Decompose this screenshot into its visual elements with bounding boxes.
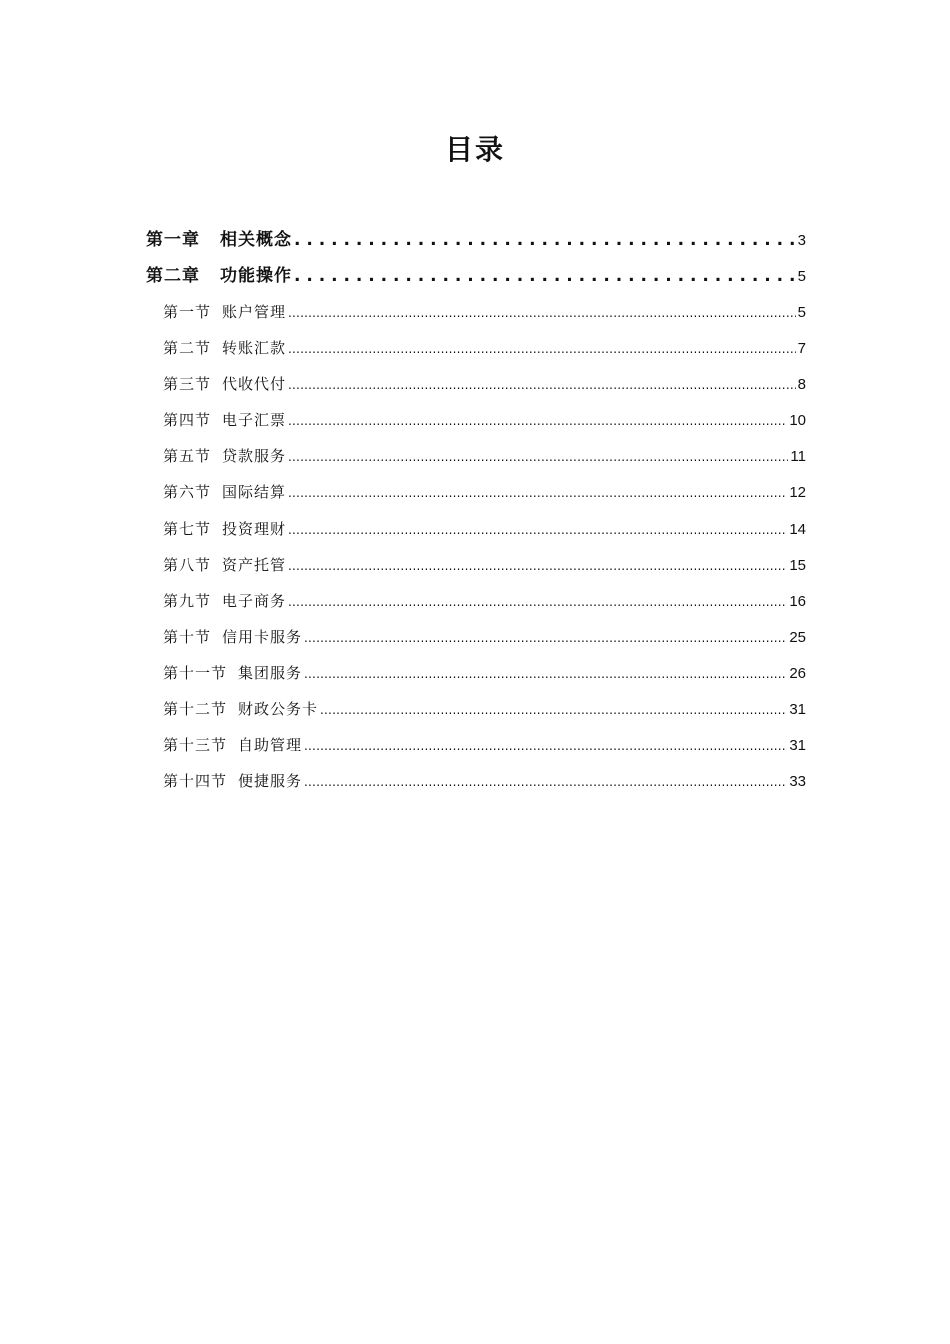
toc-entry-number: 第六节 — [163, 483, 212, 502]
toc-entry-number: 第二节 — [163, 339, 212, 358]
toc-entry-label — [163, 655, 302, 691]
toc-dot-leader — [288, 330, 796, 367]
toc-entry-number: 第七节 — [163, 519, 212, 538]
toc-entry-section-4[interactable] — [146, 402, 806, 438]
toc-entry-page: 7 — [797, 340, 806, 358]
toc-entry-title: 集团服务 — [238, 663, 303, 682]
toc-entry-page: 15 — [789, 556, 806, 574]
toc-entry-label — [163, 547, 286, 583]
toc-entry-number: 第九节 — [163, 591, 212, 610]
toc-entry-label — [163, 619, 302, 655]
toc-entry-label — [146, 258, 292, 294]
toc-entry-label — [163, 330, 286, 366]
toc-entry-section-12[interactable] — [146, 691, 806, 727]
toc-entry-title: 贷款服务 — [222, 447, 287, 466]
toc-entry-label — [163, 727, 302, 763]
toc-entry-section-2[interactable] — [146, 330, 806, 366]
toc-entry-title: 资产托管 — [222, 555, 287, 574]
toc-entry-number: 第十一节 — [163, 663, 228, 682]
toc-dot-leader — [288, 438, 788, 475]
toc-dot-leader — [294, 222, 796, 258]
toc-entry-page: 26 — [789, 664, 806, 682]
toc-entry-title: 国际结算 — [222, 483, 287, 502]
toc-entry-number: 第二章 — [146, 266, 200, 286]
toc-entry-section-1[interactable] — [146, 294, 806, 330]
toc-dot-leader — [288, 366, 796, 403]
toc-entry-section-9[interactable] — [146, 583, 806, 619]
toc-entry-page: 31 — [789, 737, 806, 755]
toc-entry-section-10[interactable] — [146, 619, 806, 655]
toc-entry-page: 8 — [797, 376, 806, 394]
toc-entry-page: 10 — [789, 412, 806, 430]
toc-entry-label — [163, 511, 286, 547]
toc-dot-leader — [288, 583, 787, 620]
toc-entry-page: 25 — [789, 628, 806, 646]
toc-entry-page: 5 — [797, 304, 806, 321]
toc-entry-section-3[interactable] — [146, 366, 806, 402]
toc-entry-section-11[interactable] — [146, 655, 806, 691]
toc-dot-leader — [304, 727, 787, 764]
toc-title: 目录 — [444, 133, 505, 166]
toc-entry-chapter-1[interactable] — [146, 222, 806, 258]
toc-dot-leader — [288, 511, 787, 548]
toc-entry-title: 便捷服务 — [238, 772, 303, 791]
toc-entry-label — [163, 691, 318, 727]
toc-entry-page: 33 — [789, 773, 806, 791]
toc-entry-title: 信用卡服务 — [222, 627, 303, 646]
toc-entry-number: 第十二节 — [163, 700, 228, 719]
toc-entry-title: 自助管理 — [238, 736, 303, 755]
toc-entry-label — [163, 438, 286, 474]
toc-dot-leader — [288, 402, 787, 439]
toc-entry-section-8[interactable] — [146, 547, 806, 583]
toc-entry-page: 11 — [790, 448, 806, 466]
toc-dot-leader — [294, 258, 796, 294]
toc-entry-section-6[interactable] — [146, 474, 806, 510]
toc-entry-page: 14 — [789, 520, 806, 538]
toc-entry-label — [163, 294, 286, 330]
toc-dot-leader — [304, 763, 787, 800]
table-of-contents — [146, 222, 806, 799]
toc-entry-section-14[interactable] — [146, 763, 806, 799]
toc-entry-number: 第五节 — [163, 447, 212, 466]
toc-entry-page: 3 — [797, 232, 806, 249]
toc-dot-leader — [288, 547, 787, 584]
toc-entry-number: 第十三节 — [163, 736, 228, 755]
toc-entry-number: 第一节 — [163, 303, 212, 321]
toc-entry-title: 电子汇票 — [222, 411, 287, 430]
toc-entry-label — [163, 366, 286, 402]
toc-entry-title: 财政公务卡 — [238, 700, 319, 719]
toc-entry-label — [163, 763, 302, 799]
toc-dot-leader — [320, 691, 787, 728]
toc-entry-page: 5 — [797, 268, 806, 285]
toc-entry-title: 转账汇款 — [222, 339, 287, 358]
toc-dot-leader — [304, 619, 787, 656]
toc-entry-section-7[interactable] — [146, 511, 806, 547]
toc-entry-number: 第十节 — [163, 627, 212, 646]
toc-entry-title: 代收代付 — [222, 375, 287, 394]
toc-dot-leader — [304, 655, 787, 692]
toc-entry-title: 投资理财 — [222, 519, 287, 538]
toc-dot-leader — [288, 294, 796, 331]
toc-entry-chapter-2[interactable] — [146, 258, 806, 294]
toc-entry-label — [163, 474, 286, 510]
toc-entry-number: 第八节 — [163, 555, 212, 574]
toc-entry-label — [146, 222, 292, 258]
toc-dot-leader — [288, 474, 787, 511]
toc-entry-section-13[interactable] — [146, 727, 806, 763]
toc-entry-page: 16 — [789, 592, 806, 610]
toc-entry-label — [163, 402, 286, 438]
toc-entry-number: 第三节 — [163, 375, 212, 394]
toc-entry-title: 相关概念 — [220, 230, 292, 250]
toc-entry-page: 12 — [789, 484, 806, 502]
toc-entry-title: 电子商务 — [222, 591, 287, 610]
toc-entry-page: 31 — [789, 701, 806, 719]
toc-entry-title: 功能操作 — [220, 266, 292, 286]
toc-entry-section-5[interactable] — [146, 438, 806, 474]
toc-entry-title: 账户管理 — [222, 303, 287, 321]
toc-entry-number: 第十四节 — [163, 772, 228, 791]
toc-entry-number: 第一章 — [146, 230, 200, 250]
toc-entry-number: 第四节 — [163, 411, 212, 430]
toc-entry-label — [163, 583, 286, 619]
